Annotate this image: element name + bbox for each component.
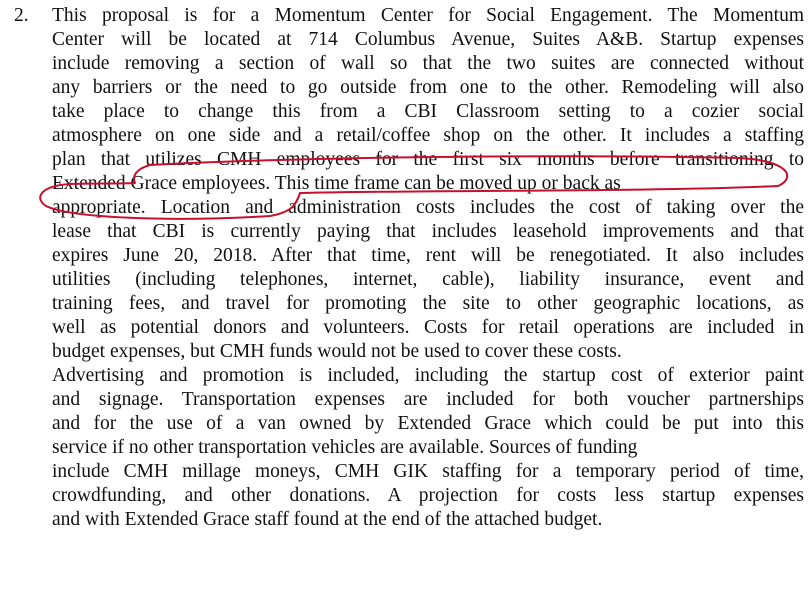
paragraph (52, 4, 804, 532)
text-line: and signage. Transportation expenses are included for both voucher partnerships (52, 389, 804, 410)
text-line: budget expenses, but CMH funds would not be used to cover these costs. (52, 341, 622, 362)
text-line: appropriate. Location and administration costs includes the cost of taking over the (52, 197, 804, 218)
text-line: take place to change this from a CBI Classroom setting to a cozier social (52, 101, 804, 122)
text-line: training fees, and travel for promoting the site to other geographic locations, as (52, 293, 804, 314)
text-line: crowdfunding, and other donations. A projection for costs less startup expenses (52, 485, 804, 506)
text-line: Advertising and promotion is included, including the startup cost of exterior paint (52, 365, 804, 386)
text-line: Extended Grace employees. This time frame can be moved up or back as (52, 173, 621, 194)
text-line: include removing a section of wall so that the two suites are connected without (52, 53, 804, 74)
text-line: and for the use of a van owned by Extended Grace which could be put into this (52, 413, 804, 434)
text-line: expires June 20, 2018. After that time, rent will be renegotiated. It also includes (52, 245, 804, 266)
text-line: Center will be located at 714 Columbus Avenue, Suites A&B. Startup expenses (52, 29, 804, 50)
text-line: include CMH millage moneys, CMH GIK staffing for a temporary period of time, (52, 461, 804, 482)
text-line: atmosphere on one side and a retail/coffee shop on the other. It includes a staffing (52, 125, 804, 146)
text-line: and with Extended Grace staff found at the end of the attached budget. (52, 509, 603, 530)
text-line: This proposal is for a Momentum Center for Social Engagement. The Momentum (52, 5, 804, 26)
text-line: utilities (including telephones, internet, cable), liability insurance, event and (52, 269, 804, 290)
text-line: plan that utilizes CMH employees for the first six months before transitioning to (52, 149, 804, 170)
text-line: lease that CBI is currently paying that includes leasehold improvements and that (52, 221, 804, 242)
list-item-number: 2. (14, 5, 29, 26)
text-line: service if no other transportation vehicles are available. Sources of funding (52, 437, 638, 458)
text-line: well as potential donors and volunteers. Costs for retail operations are included in (52, 317, 804, 338)
text-line: any barriers or the need to go outside from one to the other. Remodeling will also (52, 77, 804, 98)
